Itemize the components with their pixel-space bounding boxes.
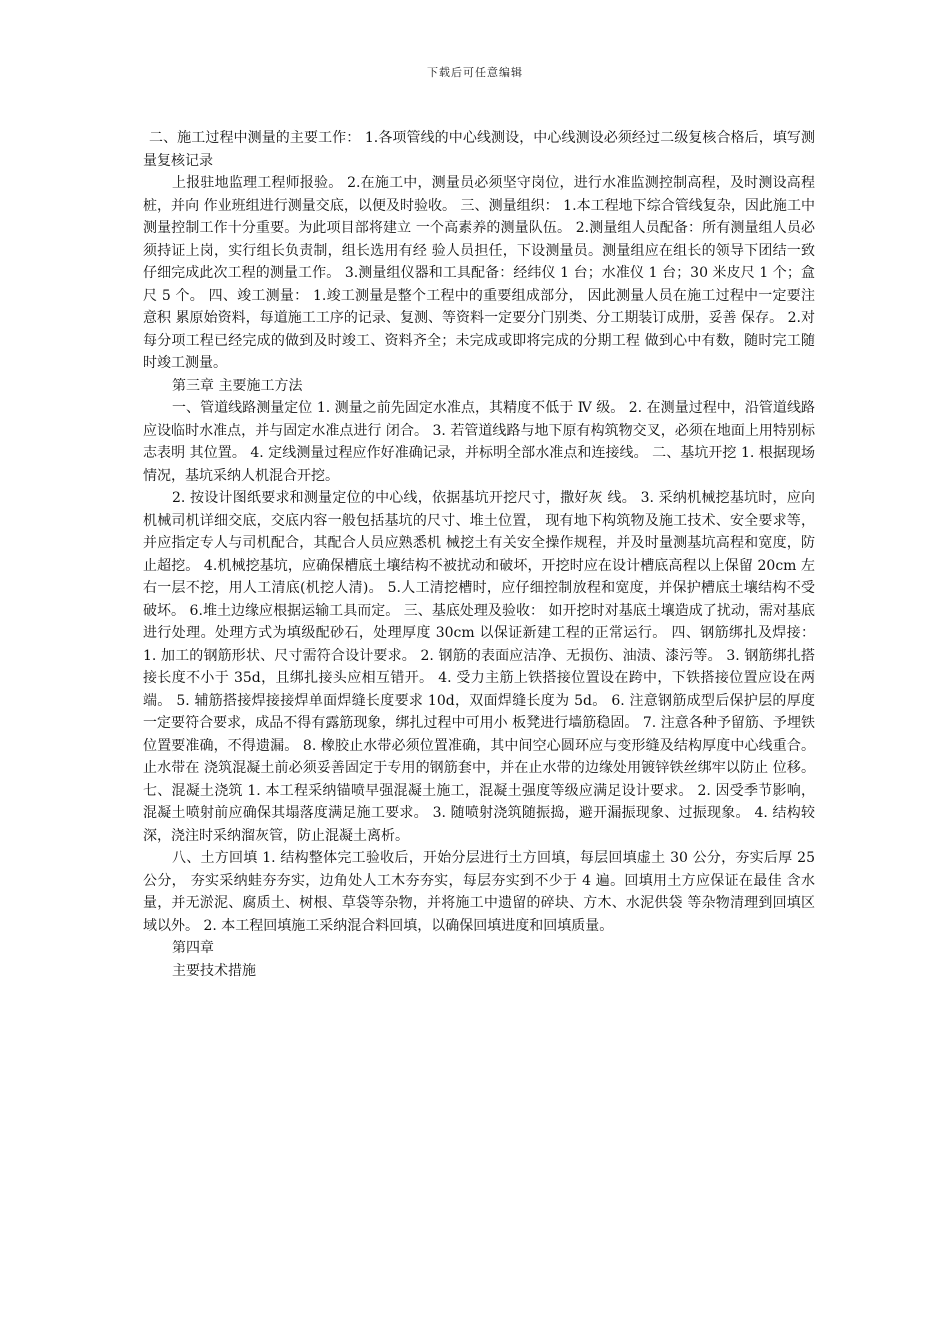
excavation-rebar-concrete-paragraph: 2. 按设计图纸要求和测量定位的中心线，依据基坑开挖尺寸，撒好灰 线。 3. 采纳机械挖基坑时，应向机械司机详细交底，交底内容一般包括基坑的尺寸、堆土位置， 现有地下构筑物及施工技术、安全要求等，并应指定专人与司机配合，其配合人员应熟悉机 械挖土有关安全操作规程，并及时量测基坑高程和宽度，防止超挖。 4.机械挖基坑，应确保槽底土壤结构不被扰动和破坏，开挖时应在设计槽底高程以上保留 20cm 左右一层不挖，用人工清底(机挖人清)。 5.人工清挖槽时，应仔细控制放程和宽度，并保护槽底土壤结构不受破坏。 6.堆土边缘应根据运输工具而定。 三、基底处理及验收： 如开挖时对基底土壤造成了扰动，需对基底进行处理。处理方式为填级配砂石，处理厚度 30cm 以保证新建工程的正常运行。 四、钢筋绑扎及焊接： 1. 加工的钢筋形状、尺寸需符合设计要求。 2. 钢筋的表面应洁净、无损伤、油渍、漆污等。 3. 钢筋绑扎搭接长度不小于 35d，且绑扎接头应相互错开。 4. 受力主筋上铁搭接位置设在跨中，下铁搭接位置应设在两端。 5. 辅筋搭接焊接接焊单面焊缝长度要求 10d，双面焊缝长度为 5d。 6. 注意钢筋成型后保护层的厚度一定要符合要求，成品不得有露筋现象，绑扎过程中可用小 板凳进行墙筋稳固。 7. 注意各种予留筋、予埋铁位置要准确，不得遗漏。 8. 橡胶止水带必须位置准确，其中间空心圆环应与变形缝及结构厚度中心线重合。 止水带在 浇筑混凝土前必须妥善固定于专用的钢筋套中，并在止水带的边缘处用镀锌铁丝绑牢以防止 位移。 七、混凝土浇筑 1. 本工程采纳锚喷早强混凝土施工，混凝土强度等级应满足设计要求。 2. 因受季节影响，混凝土喷射前应确保其塌落度满足施工要求。 3. 随喷射浇筑随振捣，避开漏振现象、过振现象。 4. 结构较深，浇注时采纳溜灰管，防止混凝土离析。: [143, 490, 815, 844]
section-2-paragraph: 二、施工过程中测量的主要工作： 1.各项管线的中心线测设，中心线测设必须经过二级复核合格后，填写测量复核记录: [143, 130, 815, 169]
pipeline-positioning-paragraph: 一、管道线路测量定位 1. 测量之前先固定水准点，其精度不低于 Ⅳ 级。 2. 在测量过程中，沿管道线路应设临时水准点，并与固定水准点进行 闭合。 3. 若管道线路与地下原有构筑物交叉，必须在地面上用特别标志表明 其位置。 4. 定线测量过程应作好准确记录，并标明全部水准点和连接线。 二、基坑开挖 1. 根据现场情况，基坑采纳人机混合开挖。: [143, 400, 815, 484]
backfill-paragraph: 八、土方回填 1. 结构整体完工验收后，开始分层进行土方回填，每层回填虚土 30 公分，夯实后厚 25 公分， 夯实采纳蛙夯夯实，边角处人工木夯夯实，每层夯实到不少于 4 遍。回填用土方应保证在最佳 含水量，并无淤泥、腐质土、树根、草袋等杂物，并将施工中遗留的碎块、方木、水泥供袋 等杂物清理到回填区域以外。 2. 本工程回填施工采纳混合料回填，以确保回填进度和回填质量。: [143, 850, 815, 934]
technical-measures-heading: 主要技术措施: [172, 962, 256, 979]
chapter-4-heading: 第四章: [172, 940, 214, 956]
document-body: [143, 127, 815, 982]
survey-work-paragraph: 上报驻地监理工程师报验。 2.在施工中，测量员必须坚守岗位，进行水准监测控制高程，及时测设高程桩，并向 作业班组进行测量交底，以便及时验收。 三、测量组织： 1.本工程地下综合管线复杂，因此施工中测量控制工作十分重要。为此项目部将建立 一个高素养的测量队伍。 2.测量组人员配备：所有测量组人员必须持证上岗，实行组长负责制，组长选用有经 验人员担任，下设测量员。测量组应在组长的领导下团结一致仔细完成此次工程的测量工作。 3.测量组仪器和工具配备：经纬仪 1 台；水准仪 1 台；30 米皮尺 1 个；盒尺 5 个。 四、竣工测量： 1.竣工测量是整个工程中的重要组成部分， 因此测量人员在施工过程中一定要注意积 累原始资料，每道施工工序的记录、复测、等资料一定要分门别类、分工期装订成册，妥善 保存。 2.对每分项工程已经完成的做到及时竣工、资料齐全；未完成或即将完成的分期工程 做到心中有数，随时完工随时竣工测量。: [143, 175, 815, 371]
page-header: 下载后可任意编辑: [427, 66, 523, 79]
chapter-3-heading: 第三章 主要施工方法: [172, 377, 303, 394]
